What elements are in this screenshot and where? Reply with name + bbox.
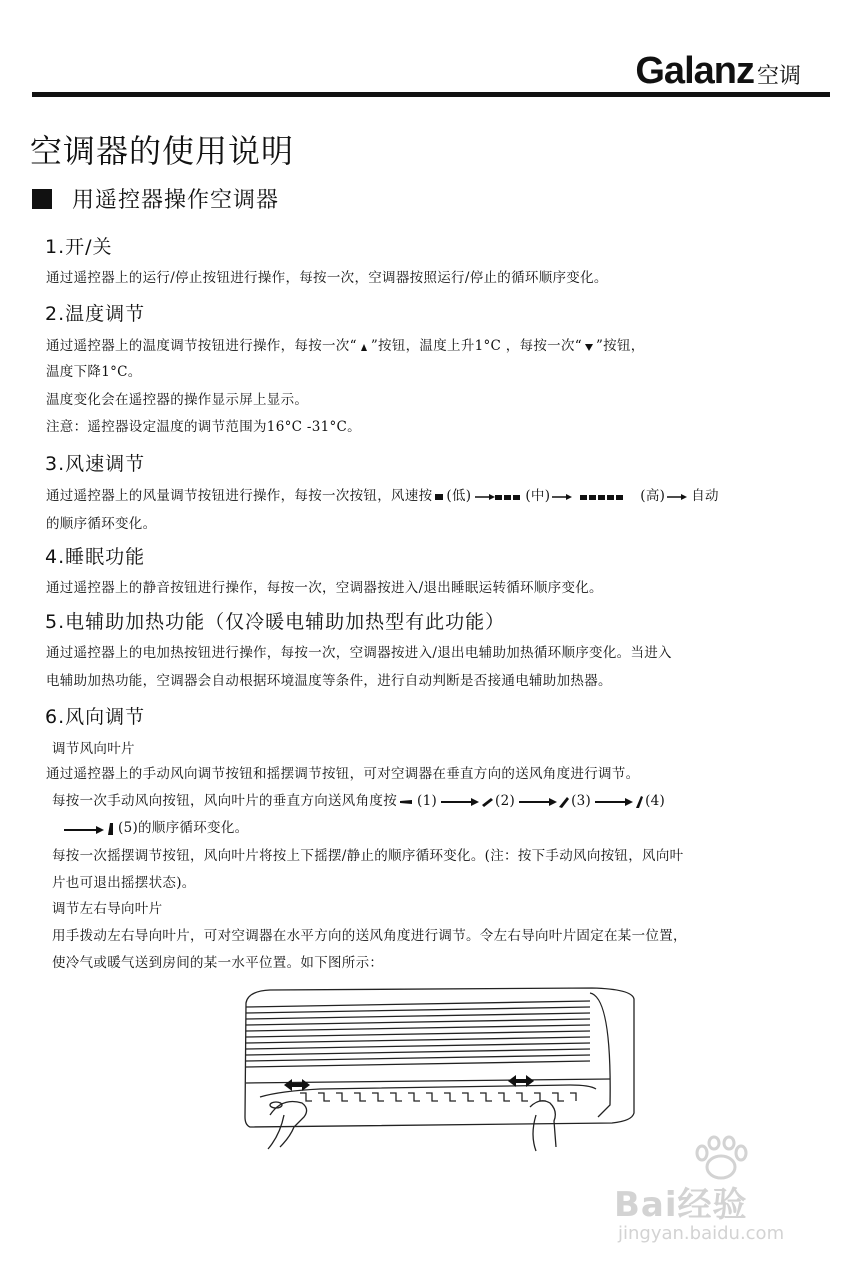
heading-power: 1.开/关 xyxy=(45,236,113,258)
arrow-right-icon xyxy=(550,492,640,502)
louver-pos-4: (4) xyxy=(645,793,666,809)
airflow-line-5: 片也可退出摇摆状态)。 xyxy=(52,875,196,891)
fan-auto-label: 自动 xyxy=(691,488,719,504)
brand-subtitle: 空调 xyxy=(756,64,801,89)
temperature-line-1b: ”按钮，温度上升1°C ，每按一次“ xyxy=(370,338,582,354)
louver-pos-1: (1) xyxy=(417,793,438,809)
louver-position-1-icon xyxy=(397,796,417,808)
temperature-line-1a: 通过遥控器上的温度调节按钮进行操作，每按一次“ xyxy=(46,338,357,354)
heading-sleep: 4.睡眠功能 xyxy=(45,546,146,568)
arrow-right-icon xyxy=(471,492,525,502)
airflow-subheading-vertical: 调节风向叶片 xyxy=(52,741,135,757)
fan-speed-line-2: 的顺序循环变化。 xyxy=(46,516,157,532)
watermark-url: jingyan.baidu.com xyxy=(618,1223,785,1244)
arrow-louver-2-icon xyxy=(437,795,495,809)
airflow-line-2a: 每按一次手动风向按钮，风向叶片的垂直方向送风角度按 xyxy=(52,793,397,809)
section-title: 用遥控器操作空调器 xyxy=(72,188,280,213)
arrow-right-icon xyxy=(665,492,691,502)
header-rule xyxy=(32,92,830,97)
airflow-line-3b: 的顺序循环变化。 xyxy=(138,820,249,836)
airflow-line-1: 通过遥控器上的手动风向调节按钮和摇摆调节按钮，可对空调器在垂直方向的送风角度进行调节。 xyxy=(46,766,640,782)
heading-temperature: 2.温度调节 xyxy=(45,303,146,325)
arrow-louver-5-icon xyxy=(62,821,118,837)
electric-heat-line-2: 电辅助加热功能，空调器会自动根据环境温度等条件，进行自动判断是否接通电辅助加热器。 xyxy=(46,673,612,689)
square-bullet-icon xyxy=(32,189,52,209)
airflow-subheading-horizontal: 调节左右导向叶片 xyxy=(52,901,163,917)
airflow-line-7: 使冷气或暖气送到房间的某一水平位置。如下图所示： xyxy=(52,955,384,971)
brand-logo-block xyxy=(635,50,801,93)
watermark xyxy=(600,1135,830,1255)
fan-speed-line-1 xyxy=(46,484,719,504)
section-heading xyxy=(32,183,279,214)
heading-electric-heat: 5.电辅助加热功能（仅冷暖电辅助加热型有此功能） xyxy=(45,611,506,633)
airflow-line-6: 用手拨动左右导向叶片，可对空调器在水平方向的送风角度进行调节。令左右导向叶片固定在某一位置， xyxy=(52,928,687,944)
fan-low-label: (低) xyxy=(446,488,472,504)
louver-pos-2: (2) xyxy=(495,793,516,809)
louver-pos-5: (5) xyxy=(118,820,139,836)
arrow-louver-3-icon xyxy=(515,795,571,809)
page-title: 空调器的使用说明 xyxy=(30,132,295,170)
airflow-line-4: 每按一次摇摆调节按钮，风向叶片将按上下摇摆/静止的顺序循环变化。(注：按下手动风向按钮，风向叶 xyxy=(52,848,684,864)
electric-heat-line-1: 通过遥控器上的电加热按钮进行操作，每按一次，空调器按进入/退出电辅助加热循环顺序变化。当进入 xyxy=(46,645,672,661)
down-triangle-icon xyxy=(582,341,596,353)
heading-fan-speed: 3.风速调节 xyxy=(45,453,146,475)
louver-pos-3: (3) xyxy=(571,793,592,809)
sleep-text: 通过遥控器上的静音按钮进行操作，每按一次，空调器按进入/退出睡眠运转循环顺序变化。 xyxy=(46,580,603,596)
watermark-text: Bai经验 xyxy=(614,1185,748,1225)
temperature-note: 注意：遥控器设定温度的调节范围为16°C -31°C。 xyxy=(46,419,361,435)
arrow-louver-4-icon xyxy=(591,795,645,809)
temperature-line-1c: ”按钮， xyxy=(595,338,645,354)
temperature-line-2: 温度下降1°C。 xyxy=(46,364,142,380)
paw-logo-icon xyxy=(686,1135,756,1183)
fan-speed-line-1a: 通过遥控器上的风量调节按钮进行操作，每按一次按钮，风速按 xyxy=(46,488,433,504)
air-conditioner-illustration xyxy=(240,985,640,1155)
airflow-line-3 xyxy=(62,816,248,837)
temperature-line-3: 温度变化会在遥控器的操作显示屏上显示。 xyxy=(46,392,309,408)
brand-logo: Galanz xyxy=(635,50,754,92)
fan-mid-label: (中) xyxy=(525,488,551,504)
power-text: 通过遥控器上的运行/停止按钮进行操作，每按一次，空调器按照运行/停止的循环顺序变化。 xyxy=(46,270,608,286)
up-triangle-icon xyxy=(357,341,371,353)
temperature-line-1 xyxy=(46,334,645,354)
airflow-line-2 xyxy=(52,789,665,809)
fan-high-label: (高) xyxy=(640,488,666,504)
fan-low-bars-icon xyxy=(432,492,446,502)
heading-airflow: 6.风向调节 xyxy=(45,706,146,728)
